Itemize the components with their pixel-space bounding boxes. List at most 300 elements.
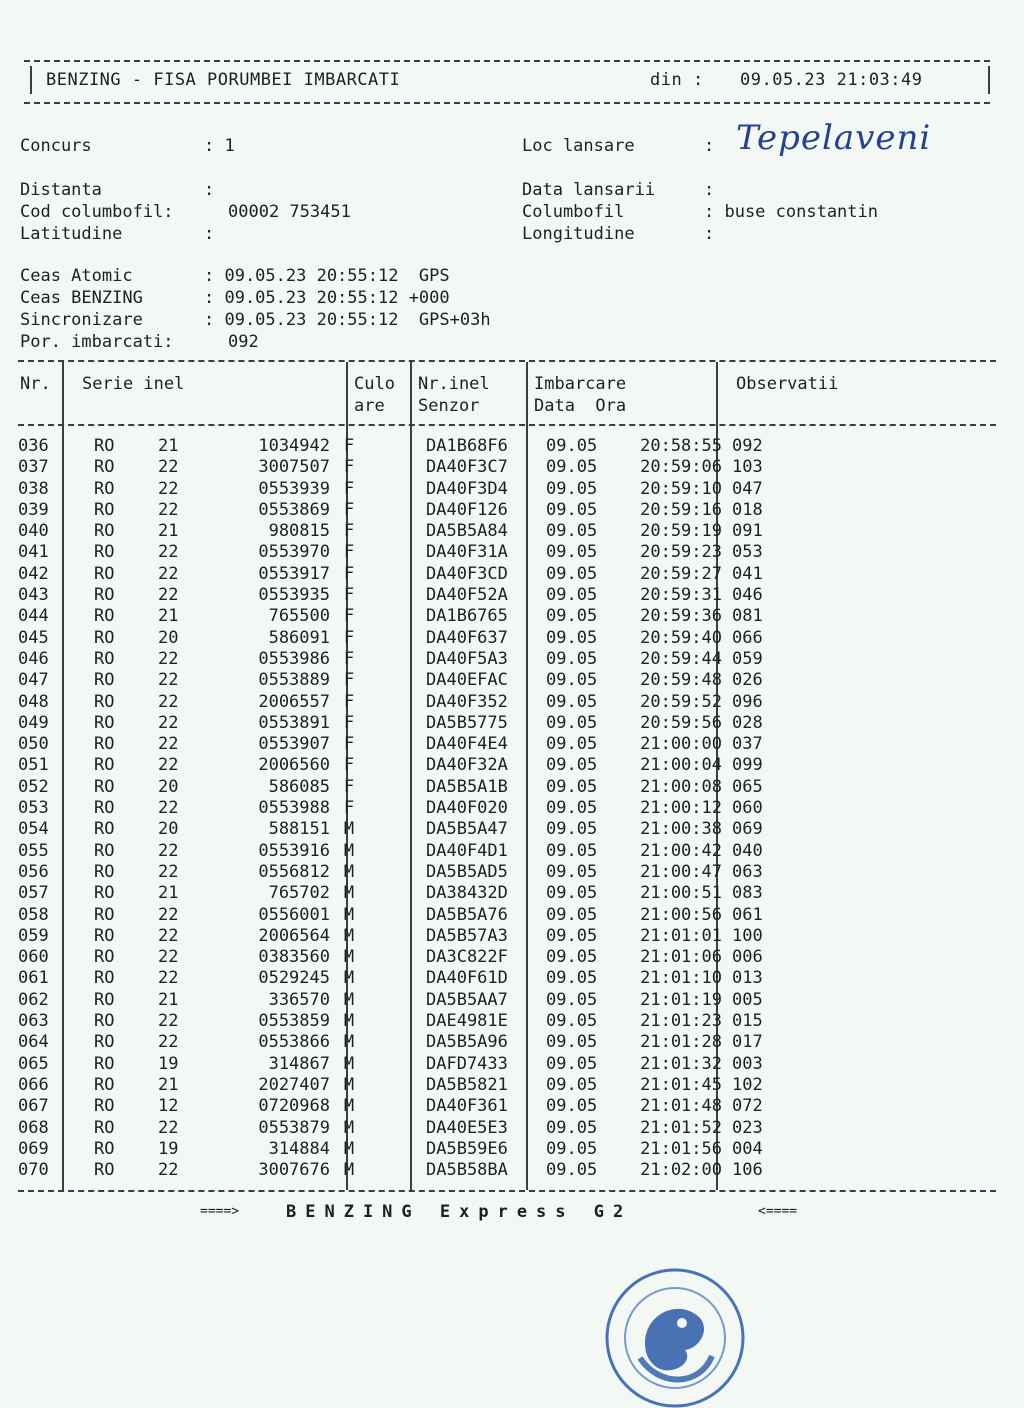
distanta-value: :: [204, 180, 215, 200]
row-obs: 060: [732, 798, 763, 819]
row-ring: 336570: [268, 989, 330, 1010]
row-sensor: DA40F352: [426, 691, 508, 712]
row-nr: 040: [18, 521, 49, 542]
row-ring: 588151: [268, 819, 330, 840]
row-time: 20:59:06: [640, 457, 722, 478]
table-row: [18, 670, 792, 691]
table-row: [18, 692, 792, 713]
table-row: [18, 1118, 792, 1139]
ceas-atomic-label: Ceas Atomic: [20, 266, 133, 286]
row-obs: 106: [732, 1160, 763, 1181]
columns-bottom-rule: [18, 424, 996, 426]
row-country: RO: [94, 478, 115, 499]
row-color: [364, 1054, 422, 1075]
row-sensor: DA5B5AD5: [426, 861, 508, 882]
row-date: 09.05: [546, 840, 598, 861]
row-color: [364, 713, 422, 734]
row-date: 09.05: [546, 563, 598, 584]
row-time: 21:02:00: [640, 1160, 722, 1181]
row-ring: 0553988: [258, 798, 330, 819]
row-year: 19: [158, 1138, 179, 1159]
row-sex: F: [343, 499, 355, 520]
row-nr: 056: [18, 861, 49, 882]
row-obs: 017: [732, 1032, 763, 1053]
table-row: [18, 1075, 792, 1096]
row-date: 09.05: [546, 776, 598, 797]
row-obs: 069: [732, 819, 763, 840]
row-nr: 043: [18, 585, 49, 606]
row-color: [364, 479, 422, 500]
row-nr: 047: [18, 670, 49, 691]
header-right-border: [988, 66, 990, 94]
row-sex: F: [343, 542, 355, 563]
table-row: [18, 713, 792, 734]
row-color: [364, 564, 422, 585]
row-year: 21: [158, 521, 179, 542]
row-obs: 059: [732, 648, 763, 669]
row-year: 22: [158, 585, 179, 606]
row-color: [364, 819, 422, 840]
table-row: [18, 905, 792, 926]
row-year: 22: [158, 499, 179, 520]
row-time: 20:59:19: [640, 521, 722, 542]
row-date: 09.05: [546, 989, 598, 1010]
row-color: [364, 457, 422, 478]
row-date: 09.05: [546, 691, 598, 712]
row-country: RO: [94, 883, 115, 904]
row-nr: 058: [18, 904, 49, 925]
row-color: [364, 585, 422, 606]
row-obs: 041: [732, 563, 763, 584]
row-country: RO: [94, 542, 115, 563]
row-ring: 586085: [268, 776, 330, 797]
row-year: 22: [158, 734, 179, 755]
row-year: 12: [158, 1096, 179, 1117]
row-sensor: DA40E5E3: [426, 1117, 508, 1138]
row-ring: 314867: [268, 1053, 330, 1074]
row-ring: 586091: [268, 627, 330, 648]
row-sex: M: [343, 1096, 355, 1117]
row-sensor: DA40EFAC: [426, 670, 508, 691]
row-date: 09.05: [546, 670, 598, 691]
row-color: [364, 542, 422, 563]
row-sensor: DA40F3CD: [426, 563, 508, 584]
table-row: [18, 968, 792, 989]
row-ring: 0556812: [258, 861, 330, 882]
row-sex: M: [343, 840, 355, 861]
table-row: [18, 926, 792, 947]
row-country: RO: [94, 436, 115, 456]
row-date: 09.05: [546, 1074, 598, 1095]
row-country: RO: [94, 1117, 115, 1138]
row-date: 09.05: [546, 436, 598, 456]
ceas-benzing-value: : 09.05.23 20:55:12 +000: [204, 288, 450, 308]
row-sensor: DA38432D: [426, 883, 508, 904]
row-color: [364, 500, 422, 521]
row-sensor: DA5B59E6: [426, 1138, 508, 1159]
table-row: [18, 990, 792, 1011]
row-time: 20:59:44: [640, 648, 722, 669]
row-sex: M: [343, 1032, 355, 1053]
row-ring: 0553916: [258, 840, 330, 861]
latitudine-value: :: [204, 224, 215, 244]
row-nr: 039: [18, 499, 49, 520]
row-color: [364, 926, 422, 947]
row-color: [364, 1118, 422, 1139]
row-country: RO: [94, 499, 115, 520]
row-sex: F: [343, 627, 355, 648]
row-sex: M: [343, 1074, 355, 1095]
row-obs: 081: [732, 606, 763, 627]
row-color: [364, 670, 422, 691]
row-country: RO: [94, 563, 115, 584]
row-sex: M: [343, 968, 355, 989]
row-color: [364, 1011, 422, 1032]
row-obs: 023: [732, 1117, 763, 1138]
data-lansarii-value: :: [704, 180, 715, 200]
print-date-value: 09.05.23 21:03:49: [740, 70, 923, 90]
row-nr: 061: [18, 968, 49, 989]
row-time: 20:59:23: [640, 542, 722, 563]
row-year: 22: [158, 563, 179, 584]
row-ring: 0553879: [258, 1117, 330, 1138]
table-row: [18, 521, 792, 542]
row-sensor: DA5B5821: [426, 1074, 508, 1095]
row-time: 21:00:04: [640, 755, 722, 776]
concurs-label: Concurs: [20, 136, 92, 156]
header-left-border: [30, 66, 32, 94]
row-color: [364, 883, 422, 904]
row-country: RO: [94, 1053, 115, 1074]
row-year: 21: [158, 606, 179, 627]
row-sex: M: [343, 904, 355, 925]
row-country: RO: [94, 1160, 115, 1181]
row-obs: 006: [732, 947, 763, 968]
row-sex: M: [343, 1138, 355, 1159]
row-date: 09.05: [546, 947, 598, 968]
row-year: 22: [158, 1160, 179, 1181]
row-color: [364, 841, 422, 862]
row-date: 09.05: [546, 542, 598, 563]
row-date: 09.05: [546, 606, 598, 627]
row-color: [364, 734, 422, 755]
col-header-culoare-1: Culo: [354, 374, 395, 394]
row-sex: M: [343, 989, 355, 1010]
row-nr: 051: [18, 755, 49, 776]
row-sensor: DA40F637: [426, 627, 508, 648]
row-color: [364, 606, 422, 627]
row-obs: 040: [732, 840, 763, 861]
row-nr: 070: [18, 1160, 49, 1181]
table-bottom-rule: [18, 1190, 996, 1192]
row-year: 22: [158, 478, 179, 499]
row-date: 09.05: [546, 819, 598, 840]
row-country: RO: [94, 989, 115, 1010]
row-sensor: DA1B6765: [426, 606, 508, 627]
row-obs: 018: [732, 499, 763, 520]
row-ring: 2027407: [258, 1074, 330, 1095]
row-nr: 066: [18, 1074, 49, 1095]
sincronizare-value: : 09.05.23 20:55:12 GPS+03h: [204, 310, 491, 330]
row-time: 21:01:23: [640, 1011, 722, 1032]
table-row: [18, 841, 792, 862]
row-sensor: DAFD7433: [426, 1053, 508, 1074]
row-date: 09.05: [546, 478, 598, 499]
row-country: RO: [94, 691, 115, 712]
row-year: 22: [158, 1117, 179, 1138]
row-year: 22: [158, 457, 179, 478]
row-nr: 067: [18, 1096, 49, 1117]
row-ring: 2006564: [258, 925, 330, 946]
table-row: [18, 862, 792, 883]
row-country: RO: [94, 840, 115, 861]
table-row: [18, 1160, 792, 1181]
table-row: [18, 436, 792, 457]
row-ring: 980815: [268, 521, 330, 542]
row-sex: M: [343, 1053, 355, 1074]
row-nr: 069: [18, 1138, 49, 1159]
row-time: 21:00:51: [640, 883, 722, 904]
row-date: 09.05: [546, 457, 598, 478]
row-country: RO: [94, 606, 115, 627]
row-nr: 064: [18, 1032, 49, 1053]
row-nr: 060: [18, 947, 49, 968]
row-nr: 037: [18, 457, 49, 478]
row-year: 21: [158, 883, 179, 904]
row-sex: F: [343, 734, 355, 755]
row-obs: 013: [732, 968, 763, 989]
row-nr: 046: [18, 648, 49, 669]
distanta-label: Distanta: [20, 180, 102, 200]
row-nr: 038: [18, 478, 49, 499]
row-obs: 005: [732, 989, 763, 1010]
footer-text: BENZING Express G2: [286, 1202, 633, 1222]
row-ring: 0553889: [258, 670, 330, 691]
row-nr: 054: [18, 819, 49, 840]
row-color: [364, 947, 422, 968]
club-seal-stamp: [600, 1268, 750, 1408]
row-year: 21: [158, 436, 179, 456]
row-obs: 037: [732, 734, 763, 755]
row-sex: M: [343, 861, 355, 882]
table-row: [18, 1032, 792, 1053]
row-sensor: DA40F31A: [426, 542, 508, 563]
row-country: RO: [94, 627, 115, 648]
row-color: [364, 1032, 422, 1053]
row-sensor: DA5B58BA: [426, 1160, 508, 1181]
row-ring: 0383560: [258, 947, 330, 968]
row-obs: 103: [732, 457, 763, 478]
table-row: [18, 585, 792, 606]
row-year: 22: [158, 712, 179, 733]
row-nr: 048: [18, 691, 49, 712]
print-date-label: din :: [650, 70, 704, 90]
row-color: [364, 777, 422, 798]
row-time: 21:01:28: [640, 1032, 722, 1053]
columbofil-label: Columbofil: [522, 202, 625, 222]
row-obs: 015: [732, 1011, 763, 1032]
row-nr: 036: [18, 436, 49, 456]
row-nr: 059: [18, 925, 49, 946]
row-year: 22: [158, 670, 179, 691]
table-row: [18, 606, 792, 627]
row-country: RO: [94, 798, 115, 819]
row-time: 20:59:40: [640, 627, 722, 648]
footer-right-arrow: <====: [758, 1204, 798, 1219]
row-time: 21:00:12: [640, 798, 722, 819]
row-ring: 0553970: [258, 542, 330, 563]
row-sex: F: [343, 478, 355, 499]
row-date: 09.05: [546, 755, 598, 776]
row-sex: F: [343, 585, 355, 606]
row-nr: 053: [18, 798, 49, 819]
row-sex: M: [343, 1160, 355, 1181]
row-time: 21:01:56: [640, 1138, 722, 1159]
row-sensor: DA5B5A47: [426, 819, 508, 840]
row-sensor: DAE4981E: [426, 1011, 508, 1032]
table-row: [18, 457, 792, 478]
row-color: [364, 862, 422, 883]
row-time: 20:59:16: [640, 499, 722, 520]
row-year: 22: [158, 542, 179, 563]
table-row: [18, 777, 792, 798]
row-sex: M: [343, 925, 355, 946]
row-color: [364, 798, 422, 819]
row-year: 19: [158, 1053, 179, 1074]
row-country: RO: [94, 648, 115, 669]
row-country: RO: [94, 755, 115, 776]
row-country: RO: [94, 585, 115, 606]
row-sensor: DA5B5A76: [426, 904, 508, 925]
row-color: [364, 1096, 422, 1117]
row-obs: 053: [732, 542, 763, 563]
row-sex: F: [343, 606, 355, 627]
row-ring: 765702: [268, 883, 330, 904]
row-sex: F: [343, 670, 355, 691]
table-row: [18, 564, 792, 585]
row-nr: 049: [18, 712, 49, 733]
row-year: 22: [158, 861, 179, 882]
row-ring: 0553935: [258, 585, 330, 606]
row-date: 09.05: [546, 798, 598, 819]
table-row: [18, 1096, 792, 1117]
row-sensor: DA40F020: [426, 798, 508, 819]
row-date: 09.05: [546, 585, 598, 606]
row-ring: 1034942: [258, 436, 330, 456]
row-obs: 026: [732, 670, 763, 691]
row-sex: M: [343, 819, 355, 840]
table-row: [18, 798, 792, 819]
row-sensor: DA5B5A96: [426, 1032, 508, 1053]
row-year: 22: [158, 691, 179, 712]
row-color: [364, 692, 422, 713]
table-row: [18, 649, 792, 670]
row-color: [364, 755, 422, 776]
row-ring: 314884: [268, 1138, 330, 1159]
row-color: [364, 521, 422, 542]
row-time: 21:01:32: [640, 1053, 722, 1074]
loc-lansare-colon: :: [704, 136, 715, 156]
data-lansarii-label: Data lansarii: [522, 180, 656, 200]
col-header-imbarcare-2: Data Ora: [534, 396, 627, 416]
ceas-benzing-label: Ceas BENZING: [20, 288, 143, 308]
row-country: RO: [94, 734, 115, 755]
row-year: 20: [158, 776, 179, 797]
row-date: 09.05: [546, 499, 598, 520]
row-date: 09.05: [546, 1096, 598, 1117]
row-time: 21:01:19: [640, 989, 722, 1010]
row-nr: 055: [18, 840, 49, 861]
row-ring: 765500: [268, 606, 330, 627]
header-bottom-border: [24, 102, 990, 104]
row-ring: 3007676: [258, 1160, 330, 1181]
row-sensor: DA40F3D4: [426, 478, 508, 499]
table-row: [18, 1011, 792, 1032]
row-country: RO: [94, 925, 115, 946]
cod-columbofil-label: Cod columbofil:: [20, 202, 174, 222]
row-obs: 063: [732, 861, 763, 882]
row-date: 09.05: [546, 1117, 598, 1138]
row-ring: 0553917: [258, 563, 330, 584]
row-obs: 099: [732, 755, 763, 776]
row-time: 20:58:55: [640, 436, 722, 456]
header-top-border: [24, 60, 990, 62]
row-sensor: DA5B5A1B: [426, 776, 508, 797]
row-sex: M: [343, 947, 355, 968]
row-ring: 0720968: [258, 1096, 330, 1117]
row-obs: 028: [732, 712, 763, 733]
row-obs: 100: [732, 925, 763, 946]
row-time: 21:01:10: [640, 968, 722, 989]
row-ring: 0553866: [258, 1032, 330, 1053]
row-country: RO: [94, 947, 115, 968]
row-country: RO: [94, 1032, 115, 1053]
row-ring: 2006557: [258, 691, 330, 712]
table-row: [18, 734, 792, 755]
loc-lansare-handwritten: Tepelaveni: [736, 118, 932, 158]
por-imbarcati-label: Por. imbarcati:: [20, 332, 174, 352]
row-obs: 091: [732, 521, 763, 542]
row-ring: 0553986: [258, 648, 330, 669]
por-imbarcati-value: 092: [228, 332, 259, 352]
row-sensor: DA40F61D: [426, 968, 508, 989]
row-sex: M: [343, 1011, 355, 1032]
row-date: 09.05: [546, 627, 598, 648]
row-ring: 0553891: [258, 712, 330, 733]
row-country: RO: [94, 968, 115, 989]
row-date: 09.05: [546, 734, 598, 755]
row-sex: M: [343, 1117, 355, 1138]
col-header-serie: Serie inel: [82, 374, 185, 394]
row-obs: 047: [732, 478, 763, 499]
document-title: BENZING - FISA PORUMBEI IMBARCATI: [46, 70, 401, 90]
row-color: [364, 1160, 422, 1181]
row-sensor: DA3C822F: [426, 947, 508, 968]
row-nr: 065: [18, 1053, 49, 1074]
row-obs: 096: [732, 691, 763, 712]
row-sensor: DA40F4E4: [426, 734, 508, 755]
row-nr: 050: [18, 734, 49, 755]
row-country: RO: [94, 861, 115, 882]
row-sex: M: [343, 883, 355, 904]
row-obs: 102: [732, 1074, 763, 1095]
row-time: 21:00:56: [640, 904, 722, 925]
row-sensor: DA40F52A: [426, 585, 508, 606]
row-country: RO: [94, 819, 115, 840]
row-obs: 092: [732, 436, 763, 456]
row-sensor: DA5B5AA7: [426, 989, 508, 1010]
table-row: [18, 947, 792, 968]
